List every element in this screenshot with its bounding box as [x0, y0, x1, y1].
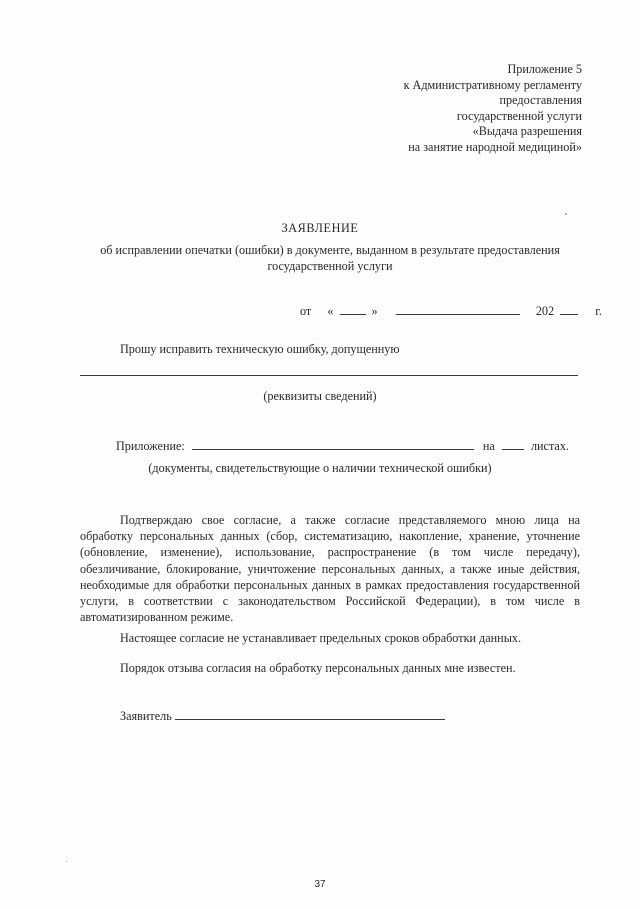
scan-speck: [66, 861, 67, 862]
applicant-signature-blank[interactable]: [175, 707, 445, 720]
requisites-blank[interactable]: [80, 375, 578, 376]
applicant-label: Заявитель: [120, 709, 172, 723]
document-subtitle: об исправлении опечатки (ошибки) в документе, выданном в результате предоставления государственной услуги: [100, 243, 560, 273]
attachment-line: [116, 437, 569, 455]
date-line: [300, 302, 602, 320]
attachment-label: Приложение:: [116, 439, 185, 453]
withdraw-note: Порядок отзыва согласия на обработку персональных данных мне известен.: [120, 661, 516, 675]
annex-line: государственной услуги: [456, 108, 582, 123]
sheets-count-blank[interactable]: [502, 437, 524, 450]
annex-line: «Выдача разрешения: [472, 124, 582, 139]
attachment-sheets: листах.: [530, 439, 569, 453]
month-blank[interactable]: [396, 302, 520, 315]
document-title: ЗАЯВЛЕНИЕ: [281, 221, 359, 235]
annex-header: [322, 62, 582, 156]
consent-paragraph: [80, 512, 580, 625]
annex-line: предоставления: [499, 93, 582, 108]
year-prefix: 202: [535, 304, 555, 318]
attachment-blank[interactable]: [192, 437, 474, 450]
date-prefix: от: [300, 304, 312, 318]
consent-text: Подтверждаю свое согласие, а также согласие представляемого мною лица на обработку персональных данных (сбор, систематизацию, накопление, хранение, уточнение (обновление, изменение), использование, распространение (в том числе передачу), обезличивание, блокирование, уничтожение персональных данных, а также иные действия, необходимые для обработки персональных данных в рамках предоставления государственной услуги, в соответствии с законодательством Российской Федерации), в том числе в автоматизированном режиме.: [80, 513, 580, 625]
attachment-caption: (документы, свидетельствующие о наличии технической ошибки): [148, 461, 492, 475]
date-open-quote: «: [327, 304, 334, 318]
annex-line: на занятие народной медициной»: [408, 139, 582, 154]
requisites-caption: (реквизиты сведений): [263, 389, 377, 403]
date-close-quote: »: [371, 304, 378, 318]
annex-line: Приложение 5: [507, 62, 582, 76]
annex-line: к Административному регламенту: [403, 77, 582, 92]
day-blank[interactable]: [340, 302, 366, 315]
no-limit-note: Настоящее согласие не устанавливает предельных сроков обработки данных.: [120, 631, 522, 645]
attachment-on: на: [482, 439, 495, 453]
applicant-line: [120, 707, 445, 725]
year-blank[interactable]: [560, 302, 578, 315]
year-suffix: г.: [595, 304, 602, 318]
scan-speck: [565, 213, 567, 215]
request-text: Прошу исправить техническую ошибку, допущенную: [120, 342, 400, 356]
page-number: 37: [314, 879, 326, 890]
